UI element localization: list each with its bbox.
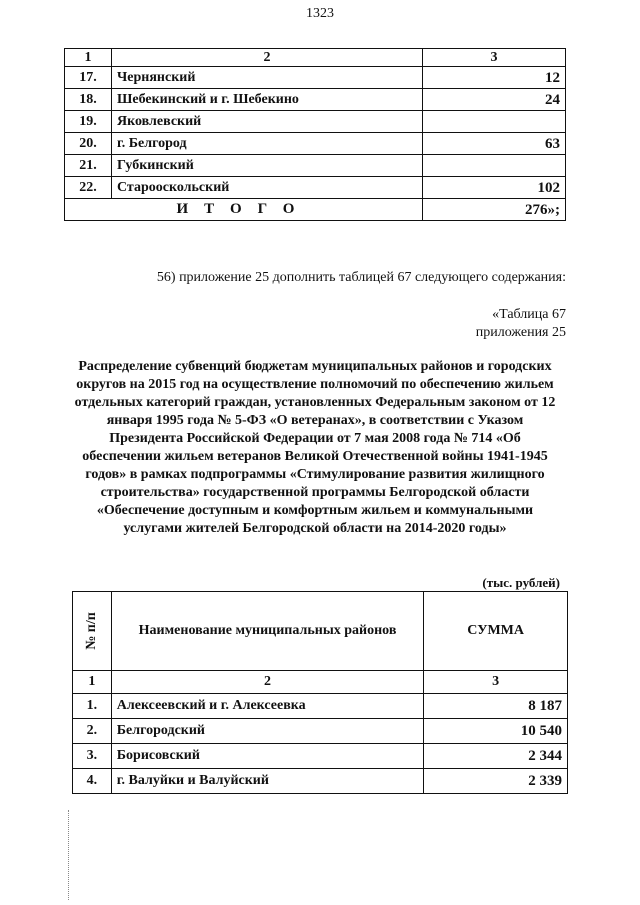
district-name: Яковлевский [112, 111, 423, 133]
district-value: 12 [423, 67, 566, 89]
scan-margin-mark [68, 810, 70, 900]
district-name: Шебекинский и г. Шебекино [112, 89, 423, 111]
amendment-text: 56) приложение 25 дополнить таблицей 67 следующего содержания: [156, 270, 566, 285]
row-number: 17. [65, 67, 112, 89]
district-name: г. Валуйки и Валуйский [111, 769, 424, 794]
table-row [65, 67, 566, 89]
col-number-3: 3 [424, 671, 568, 694]
district-name: Старооскольский [112, 177, 423, 199]
row-number: 19. [65, 111, 112, 133]
header-number-text: № п/п [83, 612, 99, 650]
table-header-row [65, 49, 566, 67]
district-name: г. Белгород [112, 133, 423, 155]
district-value: 102 [423, 177, 566, 199]
table-row [73, 744, 568, 769]
district-sum: 2 339 [424, 769, 568, 794]
row-number: 22. [65, 177, 112, 199]
row-number: 2. [73, 719, 112, 744]
units-label: (тыс. рублей) [482, 575, 560, 590]
row-number: 21. [65, 155, 112, 177]
district-name: Белгородский [111, 719, 424, 744]
table-row [65, 133, 566, 155]
district-name: Губкинский [112, 155, 423, 177]
row-number: 18. [65, 89, 112, 111]
header-sum: СУММА [424, 592, 568, 671]
column-number-row [73, 671, 568, 694]
continuation-table [64, 48, 566, 221]
district-name: Алексеевский и г. Алексеевка [111, 694, 424, 719]
district-sum: 2 344 [424, 744, 568, 769]
row-number: 1. [73, 694, 112, 719]
col-header-2: 2 [112, 49, 423, 67]
table-row [65, 89, 566, 111]
district-sum: 10 540 [424, 719, 568, 744]
header-name: Наименование муниципальных районов [111, 592, 424, 671]
col-header-1: 1 [65, 49, 112, 67]
table-ref-line-1: «Таблица 67 [492, 307, 566, 322]
subsidy-table [72, 591, 568, 794]
page-number: 1323 [306, 6, 334, 21]
row-number: 4. [73, 769, 112, 794]
table-reference [0, 306, 566, 342]
col-header-3: 3 [423, 49, 566, 67]
table-title: Распределение субвенций бюджетам муниципальных районов и городских округов на 2015 год на осуществление полномочий по обеспечению жильем отдельных категорий граждан, установленных Федеральным законом от 12 января 1995 года № 5-ФЗ «О ветеранах», в соответствии с Указом Президента Российской Федерации от 7 мая 2008 года № 714 «Об обеспечении жильем ветеранов Великой Отечественной войны 1941-1945 годов» в рамках подпрограммы «Стимулирование развития жилищного строительства» государственной программы Белгородской области «Обеспечение доступным и комфортным жильем и коммунальными услугами жителей Белгородской области на 2014-2020 годы» [74, 359, 556, 536]
table-row [65, 155, 566, 177]
table-header-row [73, 592, 568, 671]
total-row [65, 199, 566, 221]
table-row [65, 111, 566, 133]
district-value [423, 111, 566, 133]
district-value: 24 [423, 89, 566, 111]
col-number-1: 1 [73, 671, 112, 694]
row-number: 20. [65, 133, 112, 155]
table-row [73, 694, 568, 719]
district-name: Борисовский [111, 744, 424, 769]
total-label: ИТОГО [65, 199, 423, 221]
table-row [73, 769, 568, 794]
district-value: 63 [423, 133, 566, 155]
table-row [73, 719, 568, 744]
district-name: Чернянский [112, 67, 423, 89]
total-value: 276»; [423, 199, 566, 221]
col-number-2: 2 [111, 671, 424, 694]
header-number [73, 592, 112, 671]
row-number: 3. [73, 744, 112, 769]
district-value [423, 155, 566, 177]
table-ref-line-2: приложения 25 [475, 325, 566, 340]
table-row [65, 177, 566, 199]
district-sum: 8 187 [424, 694, 568, 719]
